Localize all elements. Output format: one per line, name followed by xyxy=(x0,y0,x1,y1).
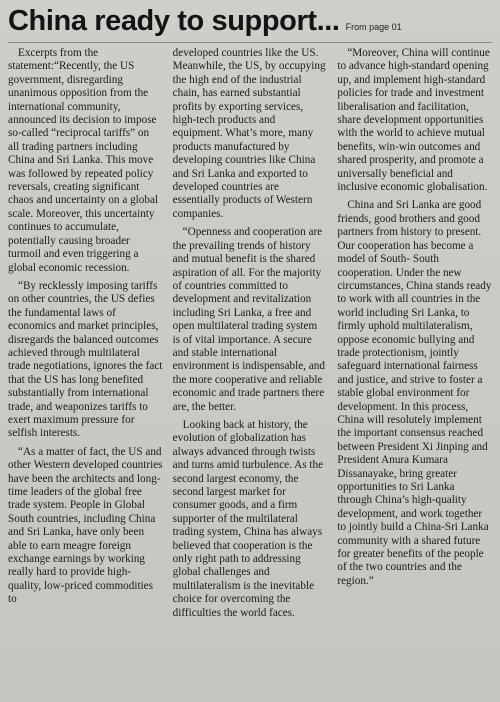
column-2 xyxy=(173,47,328,702)
article-columns xyxy=(8,47,492,702)
paragraph: “By recklessly imposing tariffs on other countries, the US defies the fundamental laws of economics and market principles, disregards the balanced outcomes achieved through multilateral trade negotiations, ignores the fact that the US has long benefited substantially from international trade, and weaponizes tariffs to exert maximum pressure for selfish interests. xyxy=(8,279,163,440)
paragraph: “Openness and cooperation are the prevailing trends of history and mutual benefit is the shared aspiration of all. For the majority of countries committed to development and revitalization including Sri Lanka, a free and open multilateral trading system is of vital importance. A secure and stable international environment is indispensable, and the more cooperative and reliable economic and trade partners there are, the better. xyxy=(172,226,325,413)
column-1 xyxy=(8,47,163,702)
paragraph: Looking back at history, the evolution of globalization has always advanced through twists and turns amid turbulence. As the second largest economy, the second largest market for consumer goods, and a firm supporter of the multilateral trading system, China has always believed that cooperation is the only right path to addressing global challenges and multilateralism is the inevitable choice for overcoming the difficulties the world faces. xyxy=(172,418,324,619)
paragraph: China and Sri Lanka are good friends, good brothers and good partners from history to present. Our cooperation has become a model of South- South cooperation. Under the new circumstances, China stands ready to work with all countries in the world including Sri Lanka, to firmly uphold multilateralism, oppose economic bullying and trade protectionism, jointly safeguard international fairness and justice, and strive to foster a stable global environment for development. In this process, China will resolutely implement the important consensus reached between President Xi Jinping and President Anura Kumara Dissanayake, bring greater opportunities to Sri Lanka through China’s high-quality development, and work together to jointly build a China-Sri Lanka community with a shared future for greater benefits of the people of the two countries and the region.” xyxy=(337,199,492,587)
continued-from-label: From page 01 xyxy=(345,22,402,32)
paragraph: “Moreover, China will continue to advance high-standard opening up, and implement high-standard policies for trade and investment liberalisation and facilitation, share development opportunities with the world to achieve mutual benefits, win-win outcomes and shared prosperity, and promote a universally beneficial and inclusive economic globalisation. xyxy=(337,47,490,194)
column-3 xyxy=(337,47,492,702)
headline: China ready to support... xyxy=(8,5,340,37)
paragraph: developed countries like the US. Meanwhile, the US, by occupying the high end of the industrial chain, has earned substantial profits by exporting services, high-tech products and equipment. What’s more, many products manufactured by developing countries like China and Sri Lanka and exported to developed countries are essentially products of Western companies. xyxy=(172,47,326,220)
paragraph: “As a matter of fact, the US and other Western developed countries have been the architects and long-time leaders of the global free trade system. People in Global South countries, including China and Sri Lanka, have only been able to earn meagre foreign exchange earnings by working really hard to provide high-quality, low-priced commodities to xyxy=(8,445,163,606)
headline-row xyxy=(8,4,492,43)
paragraph: Excerpts from the statement:“Recently, the US government, disregarding unanimous opposition from the international community, announced its decision to impose so-called “reciprocal tariffs” on all trading partners including China and Sri Lanka. This move was followed by repeated policy reversals, creating significant chaos and uncertainty on a global scale. Moreover, this uncertainty continues to accumulate, potentially causing broader turmoil and even triggering a global economic recession. xyxy=(8,47,159,274)
